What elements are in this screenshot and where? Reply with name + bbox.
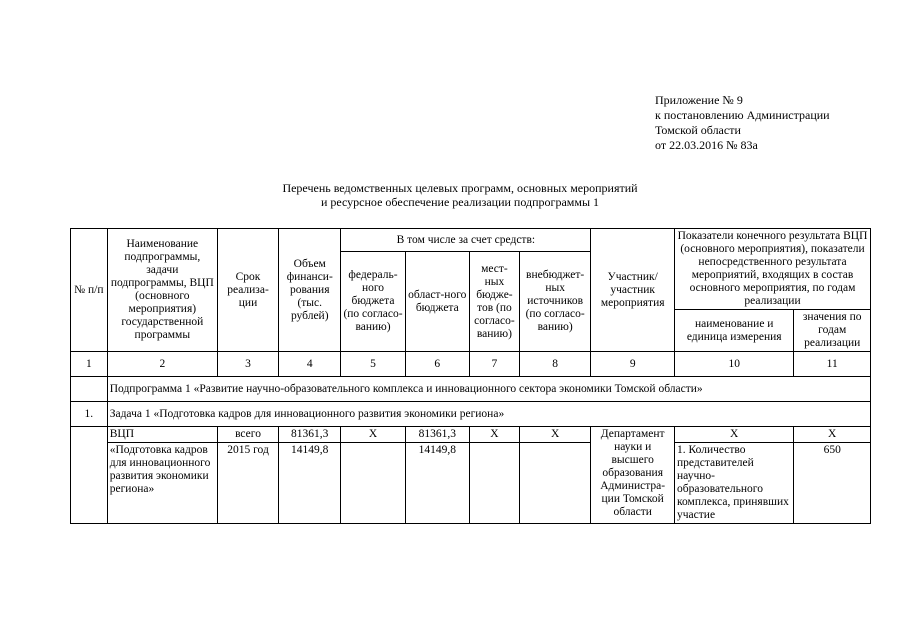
vcp-period: всего: [217, 427, 278, 443]
vcp-indicator-name: Х: [675, 427, 794, 443]
column-number: 1: [71, 352, 108, 377]
column-number: 4: [279, 352, 341, 377]
column-number: 8: [519, 352, 590, 377]
header-indicator-values: значения по годам реализации: [794, 310, 871, 352]
subprogram-row: [71, 377, 871, 402]
header-participant: Участник/ участник мероприятия: [591, 229, 675, 352]
column-numbers-row: [71, 352, 871, 377]
header-indicators: Показатели конечного результата ВЦП (основного мероприятия), показатели непосредственного результата мероприятий, входящих в состав основного мероприятия, по годам реализации: [675, 229, 871, 310]
task-title: Задача 1 «Подготовка кадров для инновационного развития экономики региона»: [107, 402, 870, 427]
vcp-period: 2015 год: [217, 443, 278, 524]
vcp-row-total: [71, 427, 871, 443]
vcp-regional: 14149,8: [405, 443, 469, 524]
vcp-volume: 81361,3: [279, 427, 341, 443]
header-regional: област-ного бюджета: [405, 252, 469, 352]
vcp-local: [469, 443, 519, 524]
column-number: 9: [591, 352, 675, 377]
subprogram-num-cell: [71, 377, 108, 402]
header-row-1: [71, 229, 871, 252]
vcp-local: Х: [469, 427, 519, 443]
header-local: мест-ных бюдже-тов (по согласо-ванию): [469, 252, 519, 352]
column-number: 11: [794, 352, 871, 377]
vcp-federal: Х: [341, 427, 405, 443]
vcp-extra: [519, 443, 590, 524]
vcp-row-2015: [71, 443, 871, 524]
title-line-1: Перечень ведомственных целевых программ, основных мероприятий: [282, 181, 638, 195]
appendix-line: Томской области: [655, 123, 741, 137]
vcp-participant: Департамент науки и высшего образования Администра-ции Томской области: [591, 427, 675, 524]
vcp-federal: [341, 443, 405, 524]
vcp-num-cell: [71, 427, 108, 524]
header-term: Срок реализа-ции: [217, 229, 278, 352]
vcp-volume: 14149,8: [279, 443, 341, 524]
column-number: 7: [469, 352, 519, 377]
header-extra: внебюджет-ных источников (по согласо-ванию): [519, 252, 590, 352]
task-row: [71, 402, 871, 427]
header-name: Наименование подпрограммы, задачи подпрограммы, ВЦП (основного мероприятия) государственной программы: [107, 229, 217, 352]
column-number: 5: [341, 352, 405, 377]
task-num: 1.: [71, 402, 108, 427]
vcp-extra: Х: [519, 427, 590, 443]
header-including: В том числе за счет средств:: [341, 229, 591, 252]
document-title: [160, 181, 760, 209]
header-federal: федераль-ного бюджета (по согласо-ванию): [341, 252, 405, 352]
vcp-indicator-value: 650: [794, 443, 871, 524]
vcp-name-rest: «Подготовка кадров для инновационного развития экономики региона»: [107, 443, 217, 524]
header-num: № п/п: [71, 229, 108, 352]
column-number: 3: [217, 352, 278, 377]
appendix-block: [655, 93, 830, 153]
title-line-2: и ресурсное обеспечение реализации подпрограммы 1: [320, 195, 600, 209]
subprogram-title: Подпрограмма 1 «Развитие научно-образовательного комплекса и инновационного сектора экономики Томской области»: [107, 377, 870, 402]
vcp-indicator-value: Х: [794, 427, 871, 443]
column-number: 10: [675, 352, 794, 377]
appendix-line: от 22.03.2016 № 83а: [655, 138, 758, 152]
appendix-line: к постановлению Администрации: [655, 108, 830, 122]
vcp-indicator-name: 1. Количество представителей научно-образовательного комплекса, принявших участие: [675, 443, 794, 524]
vcp-name-line1: ВЦП: [107, 427, 217, 443]
vcp-regional: 81361,3: [405, 427, 469, 443]
program-table: [70, 228, 871, 524]
header-indicator-name: наименование и единица измерения: [675, 310, 794, 352]
appendix-line: Приложение № 9: [655, 93, 743, 107]
column-number: 6: [405, 352, 469, 377]
header-volume: Объем финанси-рования (тыс. рублей): [279, 229, 341, 352]
column-number: 2: [107, 352, 217, 377]
